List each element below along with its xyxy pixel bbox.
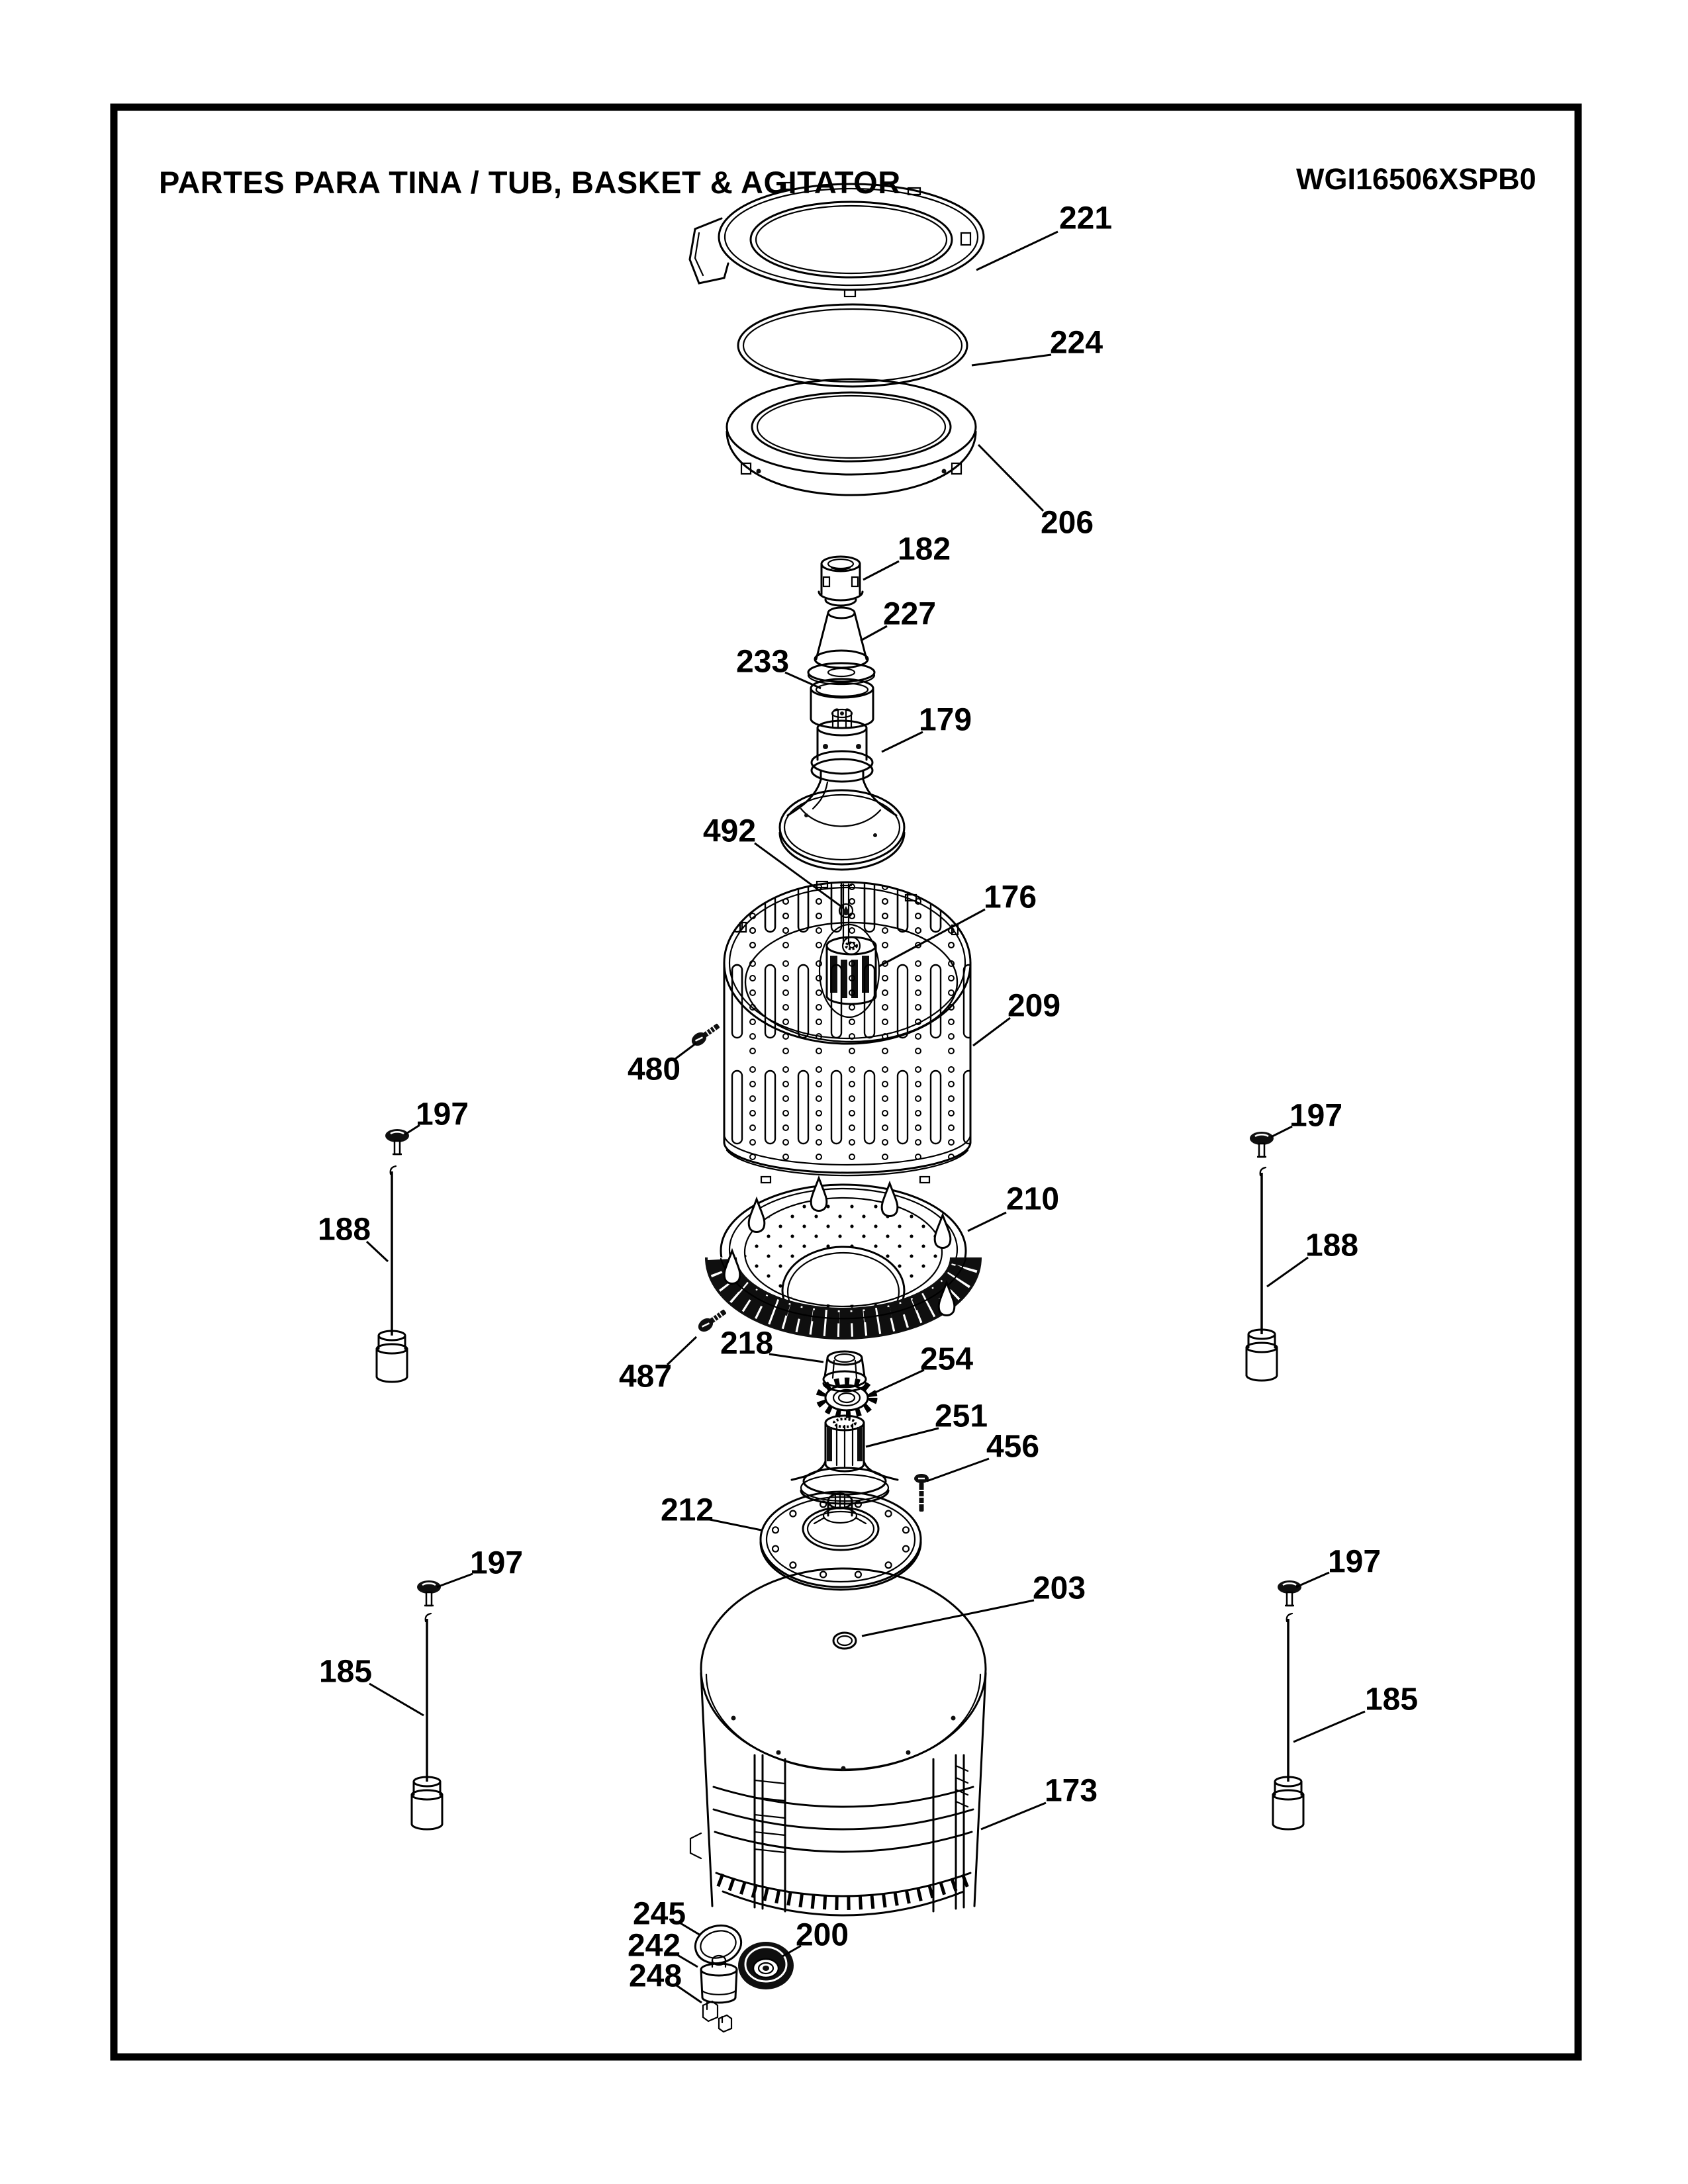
callout-label-245: 245	[632, 1896, 686, 1932]
callout-label-456: 456	[986, 1429, 1040, 1465]
callout-label-212: 212	[660, 1492, 714, 1528]
callout-label-179: 179	[918, 702, 972, 738]
part-rod-cap-197-bl	[417, 1580, 441, 1606]
callout-251	[866, 1399, 988, 1447]
callout-185-right	[1293, 1682, 1418, 1743]
leader-line-209	[973, 1018, 1010, 1046]
callout-label-487: 487	[618, 1359, 673, 1394]
flange-bolt-hole	[773, 1546, 778, 1552]
callout-label-206: 206	[1040, 505, 1094, 541]
part-basket-209	[724, 882, 970, 1183]
callout-480	[628, 1043, 696, 1087]
callout-206	[978, 445, 1094, 541]
part-cap-182	[819, 557, 863, 606]
callout-197-tl	[405, 1097, 469, 1135]
page-title: PARTES PARA TINA / TUB, BASKET & AGITATOR	[159, 165, 901, 200]
part-suspension-rod-188-left	[377, 1166, 407, 1382]
callout-label-182: 182	[897, 531, 951, 567]
flange-bolt-hole	[790, 1562, 796, 1568]
part-cone-227	[808, 608, 874, 684]
callout-179	[882, 703, 972, 752]
part-agitator-179	[780, 709, 904, 870]
leader-line-206	[978, 445, 1043, 511]
part-suspension-rod-188-right	[1246, 1167, 1277, 1381]
callout-248	[629, 1959, 702, 2003]
part-valve-242	[701, 1956, 737, 2003]
part-gasket-224	[738, 304, 967, 387]
part-rod-cap-197-tl	[385, 1129, 409, 1154]
callout-185-left	[319, 1655, 424, 1716]
part-suspension-rod-185-left	[412, 1614, 442, 1829]
part-coupling-251	[792, 1416, 898, 1504]
callout-label-480: 480	[627, 1052, 681, 1087]
callout-487	[619, 1337, 696, 1394]
leader-line-173	[981, 1803, 1046, 1829]
leader-line-210	[968, 1212, 1006, 1231]
leader-line-251	[866, 1428, 939, 1447]
callout-label-197-bl: 197	[469, 1545, 524, 1581]
callout-label-221: 221	[1058, 201, 1113, 236]
leader-line-218	[769, 1354, 823, 1362]
leader-line-221	[976, 232, 1058, 270]
part-oring-245	[691, 1921, 745, 1968]
part-rod-cap-197-tr	[1250, 1132, 1274, 1157]
callout-label-209: 209	[1007, 988, 1061, 1024]
flange-bolt-hole	[820, 1572, 826, 1578]
callout-label-224: 224	[1049, 325, 1103, 361]
leader-line-224	[972, 355, 1051, 365]
callout-197-br	[1296, 1545, 1381, 1588]
callout-197-tr	[1271, 1099, 1342, 1138]
part-rod-cap-197-br	[1278, 1580, 1301, 1606]
callout-label-218: 218	[720, 1326, 774, 1361]
model-number: WGI16506XSPB0	[1296, 162, 1536, 196]
flange-bolt-hole	[773, 1527, 778, 1533]
callout-210	[968, 1182, 1059, 1232]
part-clips-248	[703, 2001, 731, 2032]
leader-line-203	[862, 1600, 1034, 1636]
callout-188-left	[318, 1212, 388, 1262]
callout-label-242: 242	[627, 1928, 681, 1964]
flange-bolt-hole	[886, 1562, 892, 1568]
callout-456	[927, 1430, 1039, 1482]
flange-bolt-hole	[903, 1527, 909, 1533]
callout-label-203: 203	[1032, 1570, 1086, 1606]
leader-line-197-br	[1296, 1572, 1329, 1587]
leader-line-212	[710, 1520, 761, 1530]
leader-line-456	[927, 1459, 989, 1481]
part-screw-456	[914, 1474, 929, 1512]
callout-197-bl	[437, 1546, 523, 1588]
callout-label-197-tl: 197	[415, 1097, 469, 1132]
callout-label-197-tr: 197	[1289, 1098, 1343, 1134]
callout-label-248: 248	[628, 1958, 682, 1994]
leader-line-182	[863, 561, 899, 580]
callout-label-200: 200	[795, 1917, 849, 1953]
flange-bolt-hole	[903, 1546, 909, 1552]
callout-label-173: 173	[1044, 1773, 1098, 1809]
callout-203	[862, 1571, 1086, 1637]
callout-200	[782, 1918, 849, 1957]
callout-label-188-left: 188	[317, 1212, 371, 1248]
callout-label-176: 176	[983, 880, 1037, 915]
part-grommet-200	[738, 1942, 794, 1989]
leader-line-185-left	[369, 1684, 424, 1715]
leader-line-254	[875, 1370, 924, 1392]
callout-212	[661, 1493, 761, 1531]
flange-bolt-hole	[886, 1511, 892, 1517]
leader-line-179	[882, 732, 923, 752]
leader-line-197-bl	[437, 1574, 473, 1587]
callout-label-227: 227	[882, 596, 937, 632]
callout-label-188-right: 188	[1305, 1228, 1359, 1263]
callout-label-254: 254	[919, 1342, 974, 1377]
callout-209	[973, 989, 1060, 1046]
flange-bolt-holes	[773, 1501, 909, 1577]
callout-label-251: 251	[934, 1398, 988, 1434]
callout-254	[875, 1342, 973, 1393]
callout-label-210: 210	[1006, 1181, 1060, 1217]
flange-bolt-hole	[855, 1572, 861, 1578]
callout-188-right	[1267, 1228, 1358, 1287]
part-ring-206	[727, 379, 976, 495]
callout-173	[981, 1774, 1098, 1830]
callout-221	[976, 201, 1112, 271]
callout-233	[736, 645, 821, 689]
leader-line-188-right	[1267, 1257, 1308, 1287]
callout-label-492: 492	[702, 813, 757, 849]
callout-label-233: 233	[735, 644, 790, 680]
callout-227	[861, 597, 936, 641]
leader-line-185-right	[1293, 1711, 1365, 1742]
callout-label-185-left: 185	[318, 1654, 373, 1690]
callout-label-185-right: 185	[1364, 1682, 1419, 1717]
part-tub-173	[690, 1569, 986, 1915]
callout-182	[863, 532, 951, 580]
flange-bolt-hole	[790, 1511, 796, 1517]
part-suspension-rod-185-right	[1273, 1614, 1303, 1829]
part-balance-ring-210	[721, 1178, 966, 1334]
callout-label-197-br: 197	[1327, 1544, 1382, 1580]
callout-224	[972, 326, 1103, 366]
